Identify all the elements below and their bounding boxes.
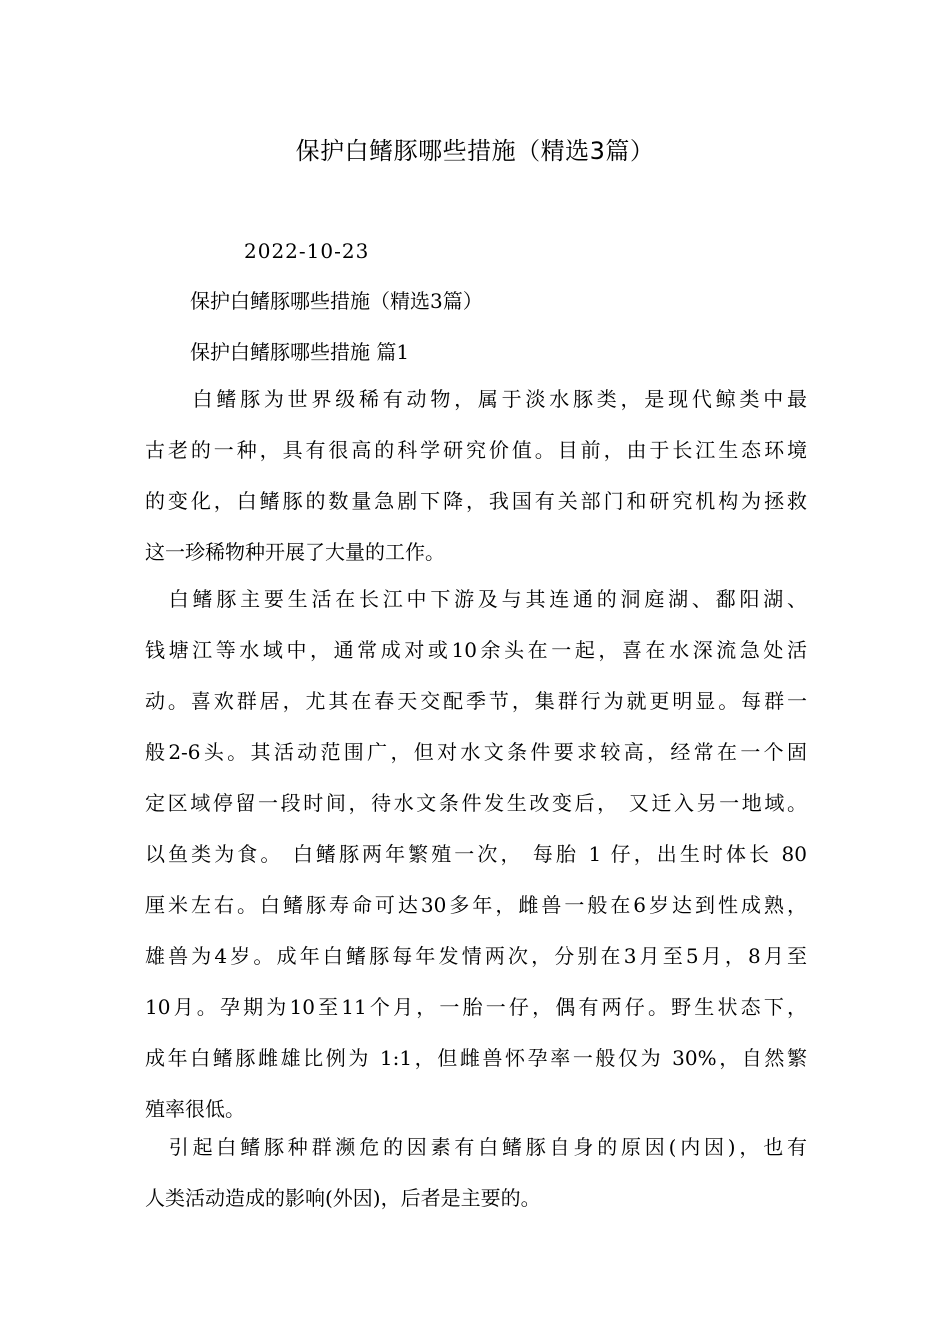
paragraph-line: 白鳍豚主要生活在长江中下游及与其连通的洞庭湖、鄱阳湖、 [145, 587, 807, 611]
paragraph-line: 般2-6头。其活动范围广，但对水文条件要求较高，经常在一个固 [145, 740, 807, 764]
paragraph-line: 定区域停留一段时间，待水文条件发生改变后， 又迁入另一地域。 [145, 791, 807, 815]
paragraph-line: 的变化，白鳍豚的数量急剧下降，我国有关部门和研究机构为拯救 [145, 489, 807, 513]
paragraph-line: 钱塘江等水域中，通常成对或10余头在一起，喜在水深流急处活 [145, 638, 807, 662]
paragraph-line: 厘米左右。白鳍豚寿命可达30多年，雌兽一般在6岁达到性成熟， [145, 893, 807, 917]
paragraph-line: 动。喜欢群居，尤其在春天交配季节，集群行为就更明显。每群一 [145, 689, 807, 713]
paragraph-line: 古老的一种，具有很高的科学研究价值。目前，由于长江生态环境 [145, 438, 807, 462]
paragraph-line: 成年白鳍豚雌雄比例为 1:1，但雌兽怀孕率一般仅为 30%，自然繁 [145, 1046, 807, 1070]
paragraph-line: 这一珍稀物种开展了大量的工作。 [145, 540, 445, 564]
paragraph-line: 以鱼类为食。 白鳍豚两年繁殖一次， 每胎 1 仔，出生时体长 80 [145, 842, 807, 866]
document-title: 保护白鳍豚哪些措施（精选3篇） [295, 137, 655, 165]
document-subtitle: 保护白鳍豚哪些措施（精选3篇） [190, 289, 483, 313]
paragraph-line: 10月。孕期为10至11个月，一胎一仔，偶有两仔。野生状态下， [145, 995, 807, 1019]
paragraph-3 [145, 1122, 807, 1224]
paragraph-line: 人类活动造成的影响(外因)，后者是主要的。 [145, 1186, 541, 1210]
paragraph-2 [145, 574, 807, 1135]
paragraph-line: 殖率很低。 [145, 1097, 245, 1121]
paragraph-line: 引起白鳍豚种群濒危的因素有白鳍豚自身的原因(内因)，也有 [145, 1135, 807, 1159]
paragraph-line: 雄兽为4岁。成年白鳍豚每年发情两次，分别在3月至5月，8月至 [145, 944, 807, 968]
paragraph-1 [145, 374, 807, 578]
document-date: 2022-10-23 [244, 239, 370, 263]
paragraph-line: 白鳍豚为世界级稀有动物，属于淡水豚类，是现代鲸类中最 [145, 387, 807, 411]
section-heading: 保护白鳍豚哪些措施 篇1 [190, 340, 410, 364]
